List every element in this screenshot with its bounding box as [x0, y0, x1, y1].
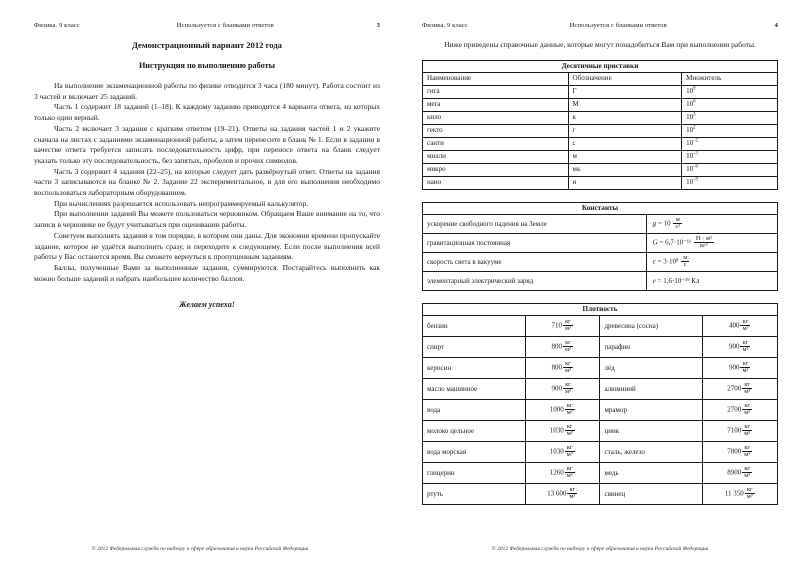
prefix-multiplier [682, 124, 778, 137]
reference-data-intro: Ниже приведены справочные данные, которые могут понадобиться Вам при выполнении работы. [444, 40, 756, 49]
table-row [423, 137, 778, 150]
unit-numerator: кг [742, 466, 752, 474]
table-row [423, 462, 778, 483]
constant-label: ускорение свободного падения на Земле [423, 214, 647, 233]
col-header-symbol: Обозначение [568, 72, 682, 85]
density-value [703, 441, 778, 462]
paragraph: Часть 2 включает 3 задания с кратким ответом (19–21). Ответы на задания частей 1 и 2 укажите сначала на листах с заданиями экзаменационной работы, а затем перенесите в бланк № 1. Если в задании в качестве ответа требуется записать последовательность цифр, при переносе ответа на бланк следует указать только эту последовательность, без запятых, пробелов и прочих символов. [34, 123, 380, 165]
coefficient: 10 [663, 218, 671, 227]
table-row [423, 150, 778, 163]
table-header-row [423, 72, 778, 85]
density-value [703, 315, 778, 336]
unit-numerator: Н · м² [695, 234, 712, 242]
multiplier-exponent: 3 [693, 112, 696, 118]
unit-fraction [740, 340, 750, 354]
paragraph: Часть 1 содержит 18 заданий (1–18). К каждому заданию приводится 4 варианта ответа, из которых только один верный. [34, 102, 380, 123]
table-row [423, 420, 778, 441]
constants-caption: Константы [423, 202, 778, 214]
table-row [423, 98, 778, 111]
multiplier-base: 10 [686, 139, 694, 148]
unit-denominator: м³ [564, 325, 571, 333]
unit-numerator: кг [740, 361, 750, 369]
density-value [525, 399, 600, 420]
unit-denominator: м³ [744, 409, 751, 417]
prefix-symbol: с [568, 137, 682, 150]
paragraph: Советуем выполнять задания в том порядке, в котором они даны. Для экономии времени пропускайте задание, которое не удаётся выполнить сразу, и переходите к следующему. Если после выполнения всей работы у Вас останется время, Вы сможете вернуться к пропущенным заданиям. [34, 230, 380, 262]
unit-fraction [565, 445, 575, 459]
running-head-right [422, 22, 778, 29]
subject-label: Физика. 9 класс [422, 22, 468, 29]
prefix-name: мега [423, 98, 569, 111]
table-row [423, 271, 778, 290]
unit-fraction [681, 255, 689, 269]
equals: = [657, 276, 662, 285]
unit-numerator: кг [740, 340, 750, 348]
good-luck-message: Желаем успеха! [179, 300, 235, 310]
density-value [525, 357, 600, 378]
prefix-symbol: Г [568, 85, 682, 98]
substance-name: лёд [600, 357, 703, 378]
substance-name: ртуть [423, 483, 526, 504]
col-header-multiplier: Множитель [682, 72, 778, 85]
prefixes-caption: Десятичные приставки [423, 60, 778, 72]
value-number: 800 [551, 341, 562, 350]
unit-denominator: м³ [564, 367, 571, 375]
instructions-heading: Инструкция по выполнению работы [138, 61, 276, 70]
prefix-multiplier [682, 111, 778, 124]
multiplier-exponent: –6 [693, 164, 698, 170]
unit-numerator: кг [565, 466, 575, 474]
unit-numerator: кг [565, 403, 575, 411]
page-number-left: 3 [376, 22, 380, 29]
paragraph: Баллы, полученные Вами за выполненные задания, суммируются. Постарайтесь выполнить как можно больше заданий и набрать наибольшее количество баллов. [34, 262, 380, 283]
density-value [703, 420, 778, 441]
unit-denominator: м³ [744, 388, 751, 396]
equals: = [657, 218, 662, 227]
unit-fraction [563, 340, 573, 354]
constant-label: гравитационная постоянная [423, 233, 647, 252]
prefix-multiplier [682, 176, 778, 189]
unit-fraction [563, 361, 573, 375]
prefix-multiplier [682, 163, 778, 176]
constant-formula [646, 233, 777, 252]
prefix-name: микро [423, 163, 569, 176]
table-row [423, 483, 778, 504]
unit-numerator: кг [745, 487, 755, 495]
constant-formula [646, 252, 777, 271]
paragraph: На выполнение экзаменационной работы по физике отводится 3 часа (180 минут). Работа состоит из 3 частей и включает 25 заданий. [34, 81, 380, 101]
multiplier-exponent: –2 [693, 138, 698, 144]
multiplier-exponent: 6 [693, 99, 696, 105]
table-row [423, 336, 778, 357]
substance-name: сталь, железо [600, 441, 703, 462]
value-number: 2700 [727, 404, 742, 413]
prefix-multiplier [682, 85, 778, 98]
density-value [703, 378, 778, 399]
constant-formula [646, 271, 777, 290]
substance-name: алюминий [600, 378, 703, 399]
unit-label: Кл [691, 276, 700, 285]
value-number: 11 350 [724, 488, 744, 497]
unit-numerator: кг [742, 424, 752, 432]
unit-denominator: м³ [564, 388, 571, 396]
symbol: G [652, 237, 658, 246]
table-row [423, 111, 778, 124]
value-number: 400 [728, 320, 740, 329]
density-value [703, 462, 778, 483]
unit-fraction [673, 217, 682, 231]
document-title: Демонстрационный вариант 2012 года [132, 40, 282, 50]
unit-denominator: м³ [566, 409, 573, 417]
value-number: 900 [551, 383, 562, 392]
prefix-multiplier [682, 98, 778, 111]
unit-numerator: кг [565, 445, 575, 453]
prefix-name: гига [423, 85, 569, 98]
multiplier-exponent: –3 [693, 151, 698, 157]
substance-name: бензин [423, 315, 526, 336]
multiplier-base: 10 [686, 152, 694, 161]
unit-fraction [740, 319, 750, 333]
unit-fraction [742, 445, 752, 459]
multiplier-base: 10 [686, 126, 694, 135]
density-value [525, 483, 600, 504]
paragraph: Часть 3 содержит 4 задания (22–25), на которые следует дать развёрнутый ответ. Ответы на задания части 3 записываются на бланке № 2. Задание 22 экспериментальное, и для его выполнения необходимо воспользоваться лабораторным оборудованием. [34, 166, 380, 198]
unit-fraction [565, 424, 575, 438]
density-value [525, 441, 600, 462]
value-number: 1000 [549, 404, 564, 413]
running-head-left [34, 22, 380, 29]
constant-label: скорость света в вакууме [423, 252, 647, 271]
prefix-symbol: мк [568, 163, 682, 176]
table-row [423, 163, 778, 176]
unit-numerator: кг [740, 319, 750, 327]
value-number: 2700 [727, 383, 742, 392]
table-row [423, 85, 778, 98]
substance-name: вода [423, 399, 526, 420]
substance-name: свинец [600, 483, 703, 504]
substance-name: молоко цельное [423, 420, 526, 441]
density-value [703, 336, 778, 357]
unit-numerator: кг [742, 445, 752, 453]
prefix-name: кило [423, 111, 569, 124]
prefix-multiplier [682, 137, 778, 150]
multiplier-base: 10 [686, 87, 694, 96]
unit-denominator: м³ [742, 346, 749, 354]
unit-fraction [745, 487, 755, 501]
unit-numerator: м [673, 217, 682, 225]
constant-label: элементарный электрический заряд [423, 271, 647, 290]
density-value [525, 315, 600, 336]
copyright-notice: © 2012 Федеральная служба по надзору в сфере образования и науки Российской Федерации [91, 546, 309, 552]
unit-fraction [565, 403, 575, 417]
unit-denominator: с [683, 261, 687, 269]
table-row [423, 315, 778, 336]
table-row [423, 233, 778, 252]
unit-fraction [694, 236, 714, 250]
unit-fraction [742, 382, 752, 396]
coefficient: 6,7·10⁻¹¹ [665, 237, 692, 246]
prefix-symbol: г [568, 124, 682, 137]
page-number-right: 4 [774, 22, 778, 29]
density-value [525, 378, 600, 399]
unit-numerator: кг [742, 403, 752, 411]
value-number: 900 [728, 341, 740, 350]
unit-denominator: с² [675, 223, 681, 231]
paragraph: При вычислениях разрешается использовать непрограммируемый калькулятор. [54, 198, 309, 208]
density-table [422, 303, 778, 505]
unit-denominator: м³ [566, 430, 573, 438]
prefix-name: санти [423, 137, 569, 150]
multiplier-exponent: 2 [693, 125, 696, 131]
substance-name: древесина (сосна) [600, 315, 703, 336]
prefix-symbol: к [568, 111, 682, 124]
coefficient: 3·10⁸ [663, 256, 679, 265]
unit-denominator: м³ [742, 325, 749, 333]
value-number: 1030 [549, 425, 564, 434]
table-caption-row [423, 202, 778, 214]
multiplier-exponent: 9 [693, 86, 696, 92]
density-value [525, 420, 600, 441]
unit-fraction [563, 319, 573, 333]
prefix-name: нано [423, 176, 569, 189]
unit-numerator: кг [565, 424, 575, 432]
unit-denominator: м³ [746, 493, 753, 501]
unit-denominator: м³ [566, 472, 573, 480]
table-row [423, 378, 778, 399]
substance-name: керосин [423, 357, 526, 378]
table-row [423, 399, 778, 420]
table-caption-row [423, 60, 778, 72]
unit-numerator: м [683, 253, 688, 261]
density-value [703, 357, 778, 378]
density-value [525, 462, 600, 483]
unit-denominator: м³ [744, 472, 751, 480]
table-row [423, 441, 778, 462]
col-header-name: Наименование [423, 72, 569, 85]
unit-numerator: кг [563, 319, 573, 327]
substance-name: мрамор [600, 399, 703, 420]
value-number: 800 [551, 362, 562, 371]
value-number: 8900 [727, 467, 742, 476]
paragraph: При выполнении заданий Вы можете пользоваться черновиком. Обращаем Ваше внимание на то, что записи в черновике не будут учитываться при оценивании работы. [34, 209, 380, 230]
prefix-name: гекто [423, 124, 569, 137]
multiplier-exponent: –9 [693, 177, 698, 183]
substance-name: вода морская [423, 441, 526, 462]
table-row [423, 124, 778, 137]
symbol: c [652, 256, 656, 265]
equals: = [659, 237, 664, 246]
unit-denominator: м³ [744, 451, 751, 459]
usage-note: Используется с бланками ответов [569, 22, 667, 29]
multiplier-base: 10 [686, 113, 694, 122]
table-row [423, 252, 778, 271]
density-value [703, 399, 778, 420]
equals: = [657, 256, 662, 265]
footer-right [400, 546, 800, 552]
table-row [423, 214, 778, 233]
constants-table [422, 202, 778, 291]
multiplier-base: 10 [686, 178, 694, 187]
substance-name: глицерин [423, 462, 526, 483]
multiplier-base: 10 [686, 165, 694, 174]
subject-label: Физика. 9 класс [34, 22, 80, 29]
value-number: 7800 [727, 446, 742, 455]
value-number: 710 [551, 320, 562, 329]
prefix-symbol: М [568, 98, 682, 111]
substance-name: медь [600, 462, 703, 483]
unit-numerator: кг [742, 382, 752, 390]
decimal-prefixes-table [422, 60, 778, 190]
page-right [400, 0, 800, 566]
value-number: 13 600 [547, 488, 567, 497]
symbol: e [652, 276, 656, 285]
density-caption: Плотность [423, 303, 778, 315]
prefix-multiplier [682, 150, 778, 163]
unit-denominator: м³ [564, 346, 571, 354]
table-row [423, 357, 778, 378]
density-value [703, 483, 778, 504]
unit-denominator: м³ [744, 430, 751, 438]
unit-numerator: кг [563, 361, 573, 369]
value-number: 1260 [549, 467, 564, 476]
unit-denominator: м³ [742, 367, 749, 375]
substance-name: парафин [600, 336, 703, 357]
unit-fraction [563, 382, 573, 396]
value-number: 900 [728, 362, 740, 371]
multiplier-base: 10 [686, 100, 694, 109]
prefix-symbol: н [568, 176, 682, 189]
copyright-notice: © 2012 Федеральная служба по надзору в сфере образования и науки Российской Федерации [491, 546, 709, 552]
value-number: 1030 [549, 446, 564, 455]
table-row [423, 176, 778, 189]
unit-fraction [742, 424, 752, 438]
unit-fraction [740, 361, 750, 375]
unit-numerator: кг [567, 487, 577, 495]
unit-fraction [565, 466, 575, 480]
unit-denominator: м³ [569, 493, 576, 501]
coefficient: 1,6·10⁻¹⁹ [663, 276, 690, 285]
prefix-symbol: м [568, 150, 682, 163]
substance-name: спирт [423, 336, 526, 357]
unit-denominator: м³ [566, 451, 573, 459]
substance-name: цинк [600, 420, 703, 441]
unit-fraction [742, 403, 752, 417]
value-number: 7100 [727, 425, 742, 434]
unit-denominator: кг² [700, 242, 708, 250]
constant-formula [646, 214, 777, 233]
unit-numerator: кг [563, 382, 573, 390]
prefix-name: милли [423, 150, 569, 163]
usage-note: Используется с бланками ответов [176, 22, 274, 29]
unit-fraction [742, 466, 752, 480]
table-caption-row [423, 303, 778, 315]
instructions-body [34, 81, 380, 284]
substance-name: масло машинное [423, 378, 526, 399]
footer-left [0, 546, 400, 552]
unit-fraction [567, 487, 577, 501]
unit-numerator: кг [563, 340, 573, 348]
density-value [525, 336, 600, 357]
symbol: g [652, 218, 657, 227]
